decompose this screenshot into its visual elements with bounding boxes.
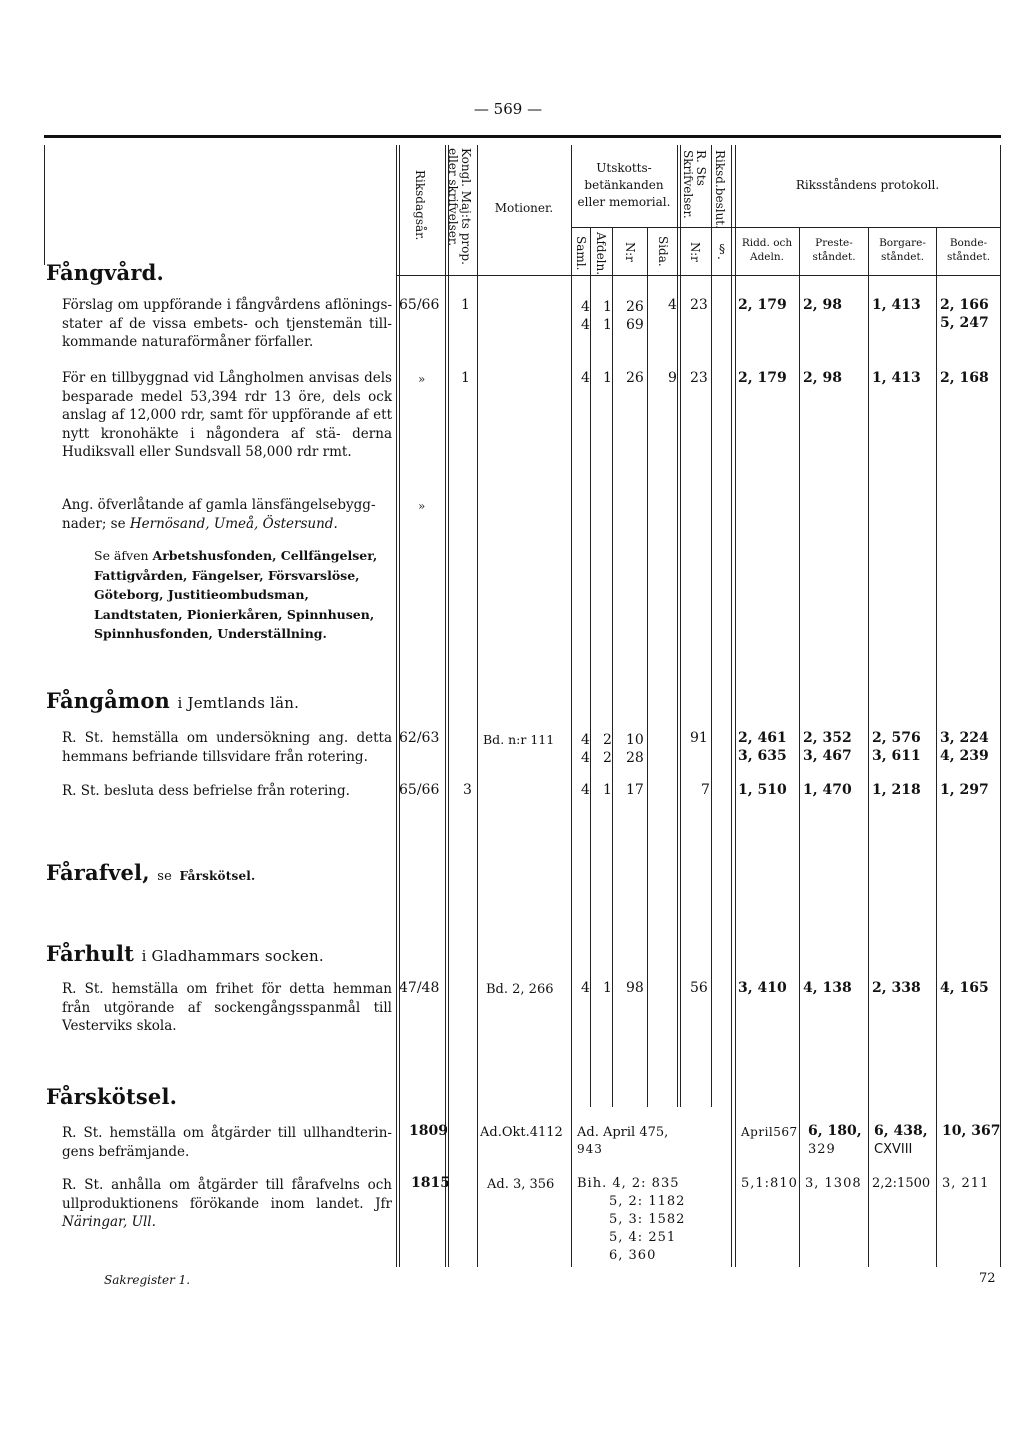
r1-ridd-val: 2, 179 — [738, 297, 787, 313]
entry-fangvard-3-text: Ang. öfverlåtande af gamla länsfängelsebygg- nader; se — [62, 497, 376, 532]
r8-borg — [872, 1176, 930, 1191]
r6-bonde — [940, 981, 989, 996]
header-utskott: Utskotts- — [596, 161, 652, 175]
header-riksdagsar: Riksdagsår. — [413, 170, 427, 241]
r2-ridd — [738, 371, 787, 386]
header-borgare: Borgare- — [879, 237, 926, 249]
r5-nr: 17 — [626, 782, 644, 798]
r1-nr: 26 69 — [626, 299, 644, 333]
r1-ridd-0 — [738, 298, 787, 313]
header-bottom-rule — [396, 275, 1001, 276]
col-rule — [711, 145, 712, 1107]
header-utskott-3: eller memorial. — [577, 195, 671, 209]
r8-bonde — [942, 1176, 989, 1191]
header-motioner: Motioner. — [494, 201, 554, 215]
r8-preste-val: 3, 1308 — [805, 1176, 862, 1191]
section-title-farhult — [46, 941, 324, 966]
header-kongl-prop-2: eller skrifvelser. — [446, 148, 460, 247]
header-ridd-2: Adeln. — [750, 251, 784, 263]
section-title-fangamon — [46, 688, 299, 713]
r1-saml: 4 4 — [581, 299, 590, 333]
entry-fangamon-2: R. St. besluta dess befrielse från rotering. — [62, 783, 350, 799]
entry-farskotsel-1: R. St. hemställa om åtgärder till ullhandterin- gens befrämjande. — [62, 1125, 392, 1160]
r7-year: 1809 — [409, 1123, 448, 1139]
r2-year: » — [418, 372, 426, 386]
header-preste: Preste- — [815, 237, 853, 249]
r5-year: 65/66 — [399, 782, 440, 798]
r4-ridd-val-2: 3, 635 — [738, 748, 787, 764]
r2-borg-val: 1, 413 — [872, 370, 921, 386]
section-title-farafvel-text: Fårafvel, — [46, 860, 150, 885]
r8-utsk-val-2: 5, 2: 1182 — [609, 1194, 686, 1209]
r4-ridd-1 — [738, 749, 787, 764]
r7-borg-val-2: CXVIII — [874, 1142, 913, 1157]
r1-borg-val: 1, 413 — [872, 297, 921, 313]
r5-saml: 4 — [581, 782, 590, 798]
header-borgare-2: ståndet. — [880, 251, 925, 263]
header-saml: Saml. — [574, 236, 588, 271]
entry-fangvard-3-ref: Hernösand, Umeå, Östersund. — [129, 515, 338, 532]
r6-preste-val: 4, 138 — [803, 980, 852, 996]
col-rule — [399, 145, 400, 1267]
r6-afd: 1 — [603, 980, 612, 996]
header-kongl-prop: Kongl. Maj:ts prop. — [459, 148, 473, 265]
r1-year: 65/66 — [399, 297, 440, 313]
col-rule — [799, 227, 800, 1267]
r2-bonde — [940, 371, 989, 386]
r5-ridd-val: 1, 510 — [738, 782, 787, 798]
r1-bonde-1 — [940, 316, 989, 331]
r8-mot: Ad. 3, 356 — [487, 1177, 555, 1192]
page-number: — 569 — — [473, 100, 543, 118]
r4-preste-0 — [803, 731, 852, 746]
col-rule — [735, 145, 736, 1267]
r8-utsk-val-4: 5, 4: 251 — [609, 1230, 677, 1245]
entry-fangvard-1: Förslag om uppförande i fångvårdens aflönings- stater af de vissa embets- och tjenstemän till- kommande naturaförmåner förfaller. — [62, 297, 392, 350]
r4-mot: Bd. n:r 111 — [483, 732, 555, 747]
r6-ridd — [738, 981, 787, 996]
entry-fangvard-3 — [62, 496, 392, 533]
header-bonde-2: ståndet. — [946, 251, 991, 263]
header-utskott-2: betänkanden — [584, 178, 664, 192]
r5-ridd — [738, 783, 787, 798]
r2-saml: 4 — [581, 370, 590, 386]
farafvel-ref: Fårskötsel. — [179, 869, 256, 883]
r8-utsk-4 — [609, 1248, 656, 1263]
header-afdeln: Afdeln. — [594, 232, 608, 276]
r7-utsk: Ad. April 475, — [577, 1125, 669, 1140]
r4-bonde-1 — [940, 749, 989, 764]
col-rule — [448, 145, 449, 1267]
r6-bonde-val: 4, 165 — [940, 980, 989, 996]
section-subtitle-farhult: i Gladhammars socken. — [141, 947, 324, 965]
col-rule — [731, 145, 732, 1267]
r8-utsk-3 — [609, 1230, 676, 1245]
r8-utsk-2 — [609, 1212, 685, 1227]
r4-borg-val-2: 3, 611 — [872, 748, 921, 764]
r4-ridd-0 — [738, 731, 787, 746]
col-rule — [445, 145, 446, 1267]
r4-preste-1 — [803, 749, 852, 764]
r3-year: » — [418, 499, 426, 513]
col-rule — [44, 145, 45, 265]
r7-borg-0 — [874, 1124, 928, 1139]
col-rule — [396, 145, 397, 1267]
col-rule — [677, 145, 678, 1107]
r7-preste-0 — [808, 1124, 862, 1139]
r2-prop: 1 — [461, 370, 470, 386]
r6-rnr: 56 — [690, 980, 708, 996]
r4-preste-val: 2, 352 — [803, 730, 852, 746]
r6-borg — [872, 981, 921, 996]
r7-preste-val: 6, 180, — [808, 1123, 862, 1139]
see-also-fangvard — [94, 546, 392, 644]
r1-preste-val: 2, 98 — [803, 297, 842, 313]
header-riksdbeslut: Riksd.beslut. — [713, 150, 727, 229]
r4-year: 62/63 — [399, 730, 440, 746]
entry-farskotsel-2-ref: Näringar, Ull. — [62, 1214, 156, 1230]
r1-bonde-val: 2, 166 — [940, 297, 989, 313]
r7-mot: Ad.Okt.4112 — [480, 1125, 563, 1140]
r8-utsk-val: Bih. 4, 2: 835 — [577, 1176, 680, 1191]
section-title-farhult-text: Fårhult — [46, 941, 135, 966]
col-rule — [936, 227, 937, 1267]
r4-saml: 4 4 — [581, 732, 590, 766]
r5-prop: 3 — [463, 782, 472, 798]
footer-left: Sakregister 1. — [104, 1273, 191, 1287]
header-paragraf: §. — [715, 242, 729, 260]
col-rule — [680, 145, 681, 1107]
header-nr: N:r — [623, 242, 637, 262]
entry-fangvard-2: För en tillbyggnad vid Långholmen anvisas dels besparade medel 53,394 rdr 13 öre, dels ock anslag af 12,000 rdr, samt för uppförande af ett nytt kronohäkte i någondera af stä- derna Hudiksvall eller Sundsvall 58,000 rdr rmt. — [62, 370, 392, 460]
col-rule — [590, 227, 591, 1107]
r2-bonde-val: 2, 168 — [940, 370, 989, 386]
r8-utsk-0 — [577, 1176, 679, 1191]
header-protokoll: Riksståndens protokoll. — [795, 178, 940, 192]
entry-farskotsel-2 — [62, 1176, 392, 1232]
r2-sida: 9 — [668, 370, 677, 386]
r4-bonde-val-2: 4, 239 — [940, 748, 989, 764]
r4-rnr: 91 — [690, 730, 708, 746]
r1-rnr: 23 — [690, 297, 708, 313]
col-rule — [477, 145, 478, 1267]
r2-preste — [803, 371, 842, 386]
r7-bonde-val: 10, 367 — [942, 1123, 1001, 1139]
header-rsts: R. Sts — [694, 150, 708, 186]
r6-borg-val: 2, 338 — [872, 980, 921, 996]
r5-afd: 1 — [603, 782, 612, 798]
section-title-fangvard: Fångvård. — [46, 260, 164, 285]
r8-bonde-val: 3, 211 — [942, 1176, 990, 1191]
r4-afd: 2 2 — [603, 732, 612, 766]
r4-borg-1 — [872, 749, 921, 764]
r5-borg-val: 1, 218 — [872, 782, 921, 798]
r7-preste-val-2: 329 — [808, 1142, 836, 1157]
r7-borg-1 — [874, 1142, 912, 1157]
entry-farskotsel-2-text: R. St. anhålla om åtgärder till fårafvelns och ullproduktionens förökande inom landet. Jfr — [62, 1177, 392, 1212]
r8-borg-val: 2,2:1500 — [872, 1176, 931, 1191]
table-top-rule — [44, 135, 1001, 138]
col-rule — [868, 227, 869, 1267]
r2-ridd-val: 2, 179 — [738, 370, 787, 386]
r5-rnr: 7 — [701, 782, 710, 798]
section-title-farafvel — [46, 860, 255, 885]
entry-farhult-1: R. St. hemställa om frihet för detta hemman från utgörande af sockengångsspanmål till Vesterviks skola. — [62, 981, 392, 1034]
section-subtitle-fangamon: i Jemtlands län. — [177, 694, 300, 712]
header-bonde: Bonde- — [949, 237, 988, 249]
r8-preste — [805, 1176, 862, 1191]
header-sida: Sida. — [656, 236, 670, 267]
r7-ridd-val: April567 — [741, 1125, 798, 1139]
col-rule — [571, 145, 572, 1267]
r4-nr: 10 28 — [626, 732, 644, 766]
footer-right: 72 — [979, 1271, 996, 1286]
col-rule — [1000, 145, 1001, 1267]
r1-afd: 1 1 — [603, 299, 612, 333]
r5-preste — [803, 783, 852, 798]
r6-saml: 4 — [581, 980, 590, 996]
r5-bonde — [940, 783, 989, 798]
r8-utsk-val-3: 5, 3: 1582 — [609, 1212, 686, 1227]
r7-bonde — [942, 1124, 1000, 1139]
r1-borg-0 — [872, 298, 921, 313]
r2-rnr: 23 — [690, 370, 708, 386]
r6-nr: 98 — [626, 980, 644, 996]
see-also-list: Arbetshusfonden, Cellfängelser, Fattigvården, Fängelser, Försvarslöse, Göteborg, Justitieombudsman, Landtstaten, Pionierkåren, Spinnhusen, Spinnhusfonden, Underställning. — [94, 548, 378, 641]
r8-ridd-val: 5,1:810 — [741, 1176, 798, 1191]
r7-utsk-2: 943 — [577, 1142, 603, 1156]
r4-bonde-0 — [940, 731, 989, 746]
r2-afd: 1 — [603, 370, 612, 386]
header-preste-2: ståndet. — [812, 251, 856, 263]
r6-mot: Bd. 2, 266 — [486, 982, 554, 997]
r7-ridd — [741, 1125, 798, 1140]
r4-borg-val: 2, 576 — [872, 730, 921, 746]
r1-bonde-0 — [940, 298, 989, 313]
entry-fangamon-1: R. St. hemställa om undersökning ang. detta hemmans befriande tillsvidare från rotering. — [62, 730, 392, 765]
r2-preste-val: 2, 98 — [803, 370, 842, 386]
r4-ridd-val: 2, 461 — [738, 730, 787, 746]
r8-utsk-val-5: 6, 360 — [609, 1248, 657, 1263]
r7-preste-1 — [808, 1142, 836, 1157]
r2-borg — [872, 371, 921, 386]
header-skrifvelser: Skrifvelser. — [681, 150, 695, 219]
col-rule — [612, 227, 613, 1107]
header-ridd: Ridd. och — [741, 237, 793, 249]
section-title-farskotsel: Fårskötsel. — [46, 1084, 178, 1109]
r2-nr: 26 — [626, 370, 644, 386]
r1-preste-0 — [803, 298, 842, 313]
r4-borg-0 — [872, 731, 921, 746]
col-rule — [647, 227, 648, 1107]
r6-preste — [803, 981, 852, 996]
r1-prop: 1 — [461, 297, 470, 313]
section-title-fangamon-text: Fångåmon — [46, 688, 171, 713]
r6-year: 47/48 — [399, 980, 440, 996]
r1-sida: 4 — [668, 297, 677, 313]
r8-year: 1815 — [411, 1175, 450, 1191]
r5-preste-val: 1, 470 — [803, 782, 852, 798]
r5-bonde-val: 1, 297 — [940, 782, 989, 798]
header-rsts-nr: N:r — [688, 242, 702, 262]
r4-preste-val-2: 3, 467 — [803, 748, 852, 764]
r6-ridd-val: 3, 410 — [738, 980, 787, 996]
farafvel-se: se — [157, 869, 173, 884]
r8-ridd — [741, 1176, 798, 1191]
r7-borg-val: 6, 438, — [874, 1123, 928, 1139]
r4-bonde-val: 3, 224 — [940, 730, 989, 746]
r8-utsk-1 — [609, 1194, 685, 1209]
see-also-prefix: Se äfven — [94, 548, 149, 563]
r5-borg — [872, 783, 921, 798]
r1-bonde-val-2: 5, 247 — [940, 315, 989, 331]
